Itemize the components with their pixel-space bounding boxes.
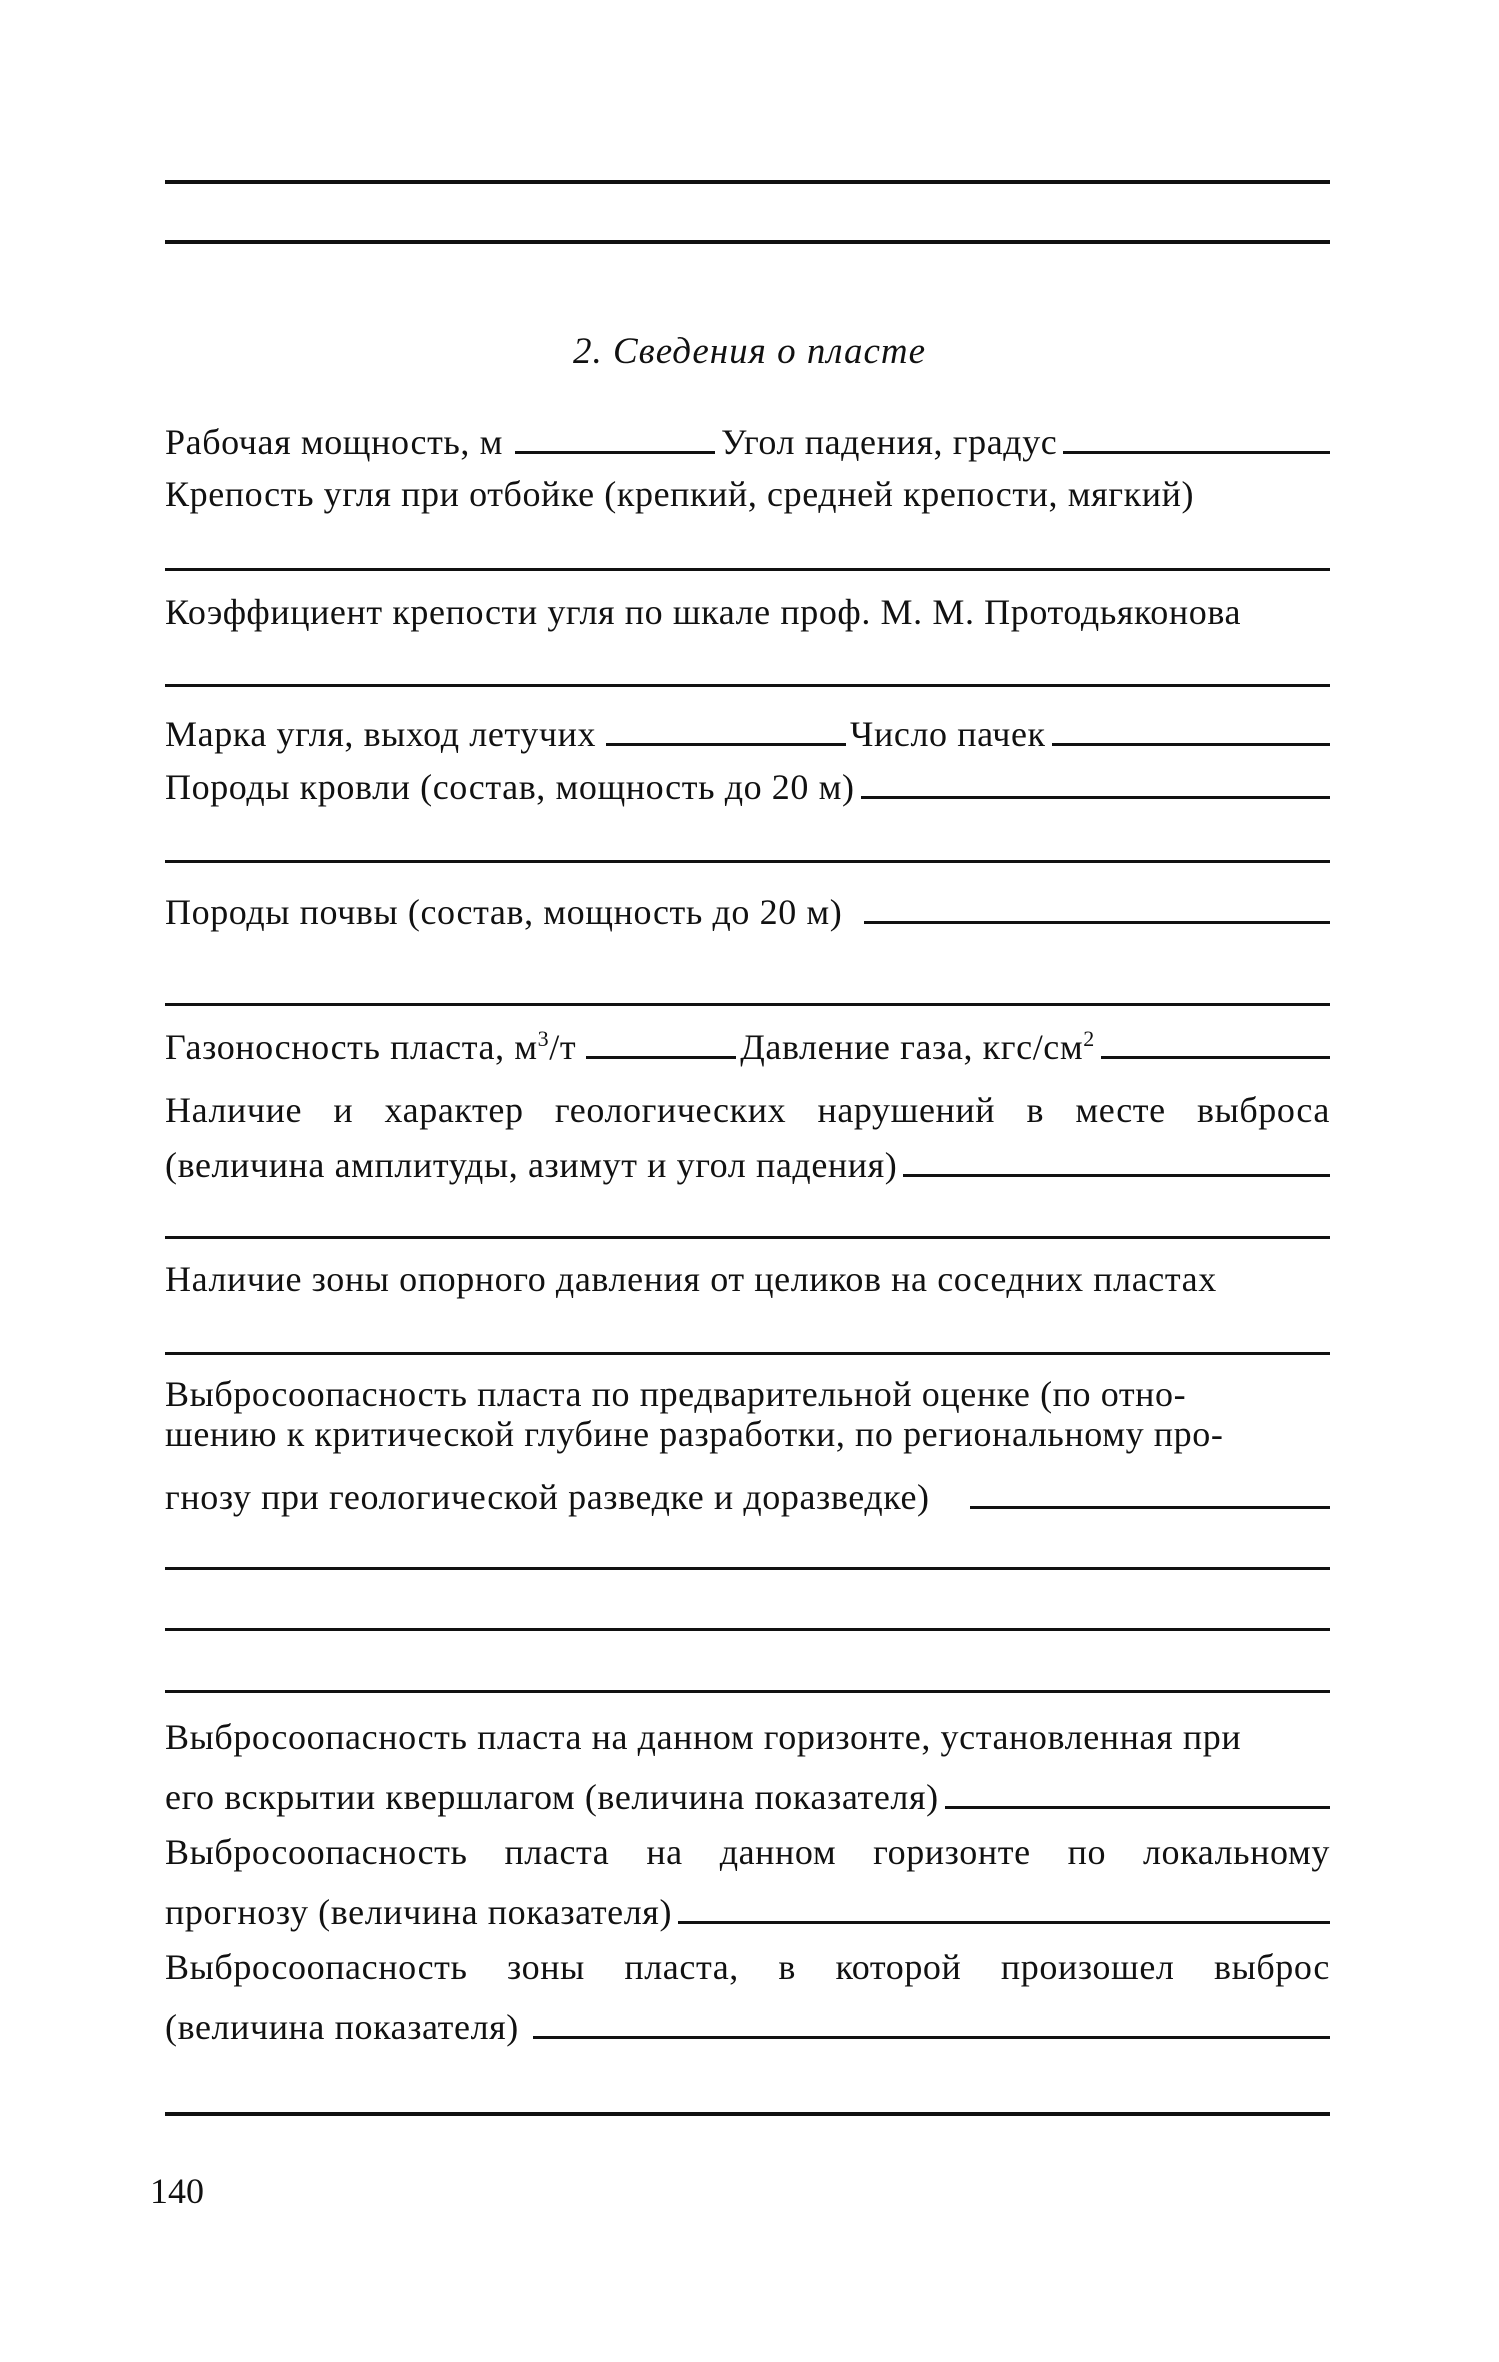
gas-pressure-field[interactable] [1101,1026,1330,1059]
prelim-label-line1: Выбросоопасность пласта по предварительной оценке (по отно- [165,1374,1187,1414]
coal-grade-row [165,712,1330,756]
local-label-line2: прогнозу (величина показателя) [165,1892,673,1932]
local-row [165,1890,1330,1934]
packs-count-label: Число пачек [850,714,1046,754]
zone-label-line2: (величина показателя) [165,2007,519,2047]
roof-rocks-field[interactable] [861,766,1330,799]
support-pressure-zone-field[interactable] [165,1352,1330,1355]
horizon-row [165,1775,1330,1819]
prelim-label-line2: шению к критической глубине разработки, по региональному про- [165,1414,1224,1454]
dip-angle-field[interactable] [1063,421,1330,454]
dip-angle-label: Угол падения, градус [721,422,1058,462]
roof-rocks-extra-field[interactable] [165,860,1330,863]
coal-strength-field[interactable] [165,568,1330,571]
faults-field[interactable] [903,1144,1330,1177]
horizon-label-line2: его вскрытии квершлагом (величина показателя) [165,1777,939,1817]
faults-row [165,1143,1330,1187]
prelim-label-line3: гнозу при геологической разведке и доразведке) [165,1477,930,1517]
gas-content-label: Газоносность пласта, $м^3/т$ [165,1026,577,1067]
roof-rocks-label: Породы кровли (состав, мощность до 20 м) [165,767,855,807]
prelim-field[interactable] [970,1476,1330,1509]
prelim-extra-field-2[interactable] [165,1628,1330,1631]
faults-extra-field[interactable] [165,1236,1330,1239]
working-thickness-field[interactable] [515,421,715,454]
horizon-label-line1: Выбросоопасность пласта на данном горизонте, установленная при [165,1717,1242,1757]
page-number: 140 [150,2171,204,2211]
thickness-row [165,420,1330,464]
gas-row [165,1025,1330,1069]
horizon-field[interactable] [945,1776,1330,1809]
coal-strength-label: Крепость угля при отбойке (крепкий, средней крепости, мягкий) [165,474,1195,514]
gas-content-field[interactable] [586,1026,736,1059]
roof-rocks-row [165,765,1330,809]
prelim-extra-field-3[interactable] [165,1690,1330,1693]
zone-row [165,2005,1330,2049]
working-thickness-label: Рабочая мощность, м [165,422,504,462]
zone-extra-field[interactable] [165,2112,1330,2116]
gas-pressure-label: Давление газа, кгс/$см^2$ [740,1026,1095,1067]
floor-rocks-field[interactable] [864,891,1330,924]
floor-rocks-row [165,890,1330,934]
local-field[interactable] [678,1891,1330,1924]
support-pressure-zone-label: Наличие зоны опорного давления от целиков на соседних пластах [165,1259,1217,1299]
strength-coefficient-label: Коэффициент крепости угля по шкале проф. М. М. Протодьяконова [165,592,1242,632]
prelim-row [165,1475,1330,1519]
faults-label-line2: (величина амплитуды, азимут и угол падения) [165,1145,898,1185]
faults-label-line1: Наличие и характер геологических нарушений в месте выброса [165,1090,1330,1130]
top-rule-1 [165,180,1330,184]
local-label-line1: Выбросоопасность пласта на данном горизонте по локальному [165,1832,1330,1872]
section-title: 2. Сведения о пласте [572,331,927,372]
coal-grade-label: Марка угля, выход летучих [165,714,597,754]
strength-coefficient-field[interactable] [165,684,1330,687]
top-rule-2 [165,240,1330,244]
coal-grade-field[interactable] [606,713,846,746]
zone-field[interactable] [533,2006,1330,2039]
zone-label-line1: Выбросоопасность зоны пласта, в которой произошел выброс [165,1947,1330,1987]
floor-rocks-label: Породы почвы (состав, мощность до 20 м) [165,892,843,932]
prelim-extra-field-1[interactable] [165,1567,1330,1570]
packs-count-field[interactable] [1052,713,1330,746]
floor-rocks-extra-field[interactable] [165,1003,1330,1006]
